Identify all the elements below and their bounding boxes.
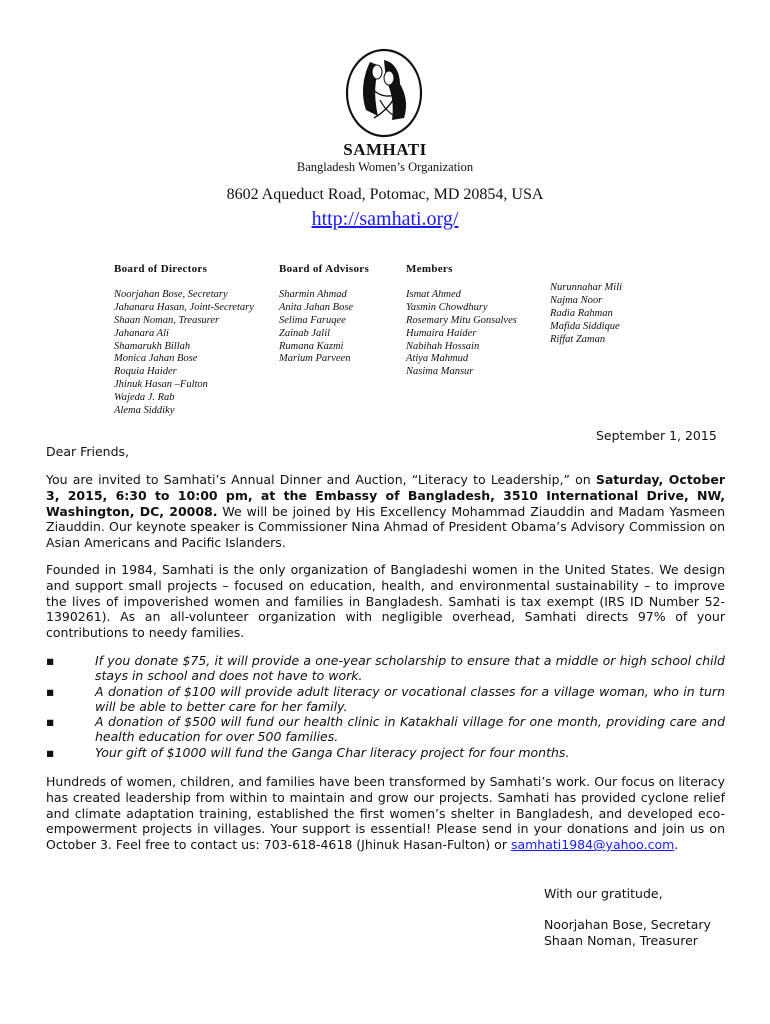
board-of-advisors [279,263,369,366]
members-continued [550,282,622,347]
bullet-marker: ▪ [46,653,55,668]
samhati-logo [344,48,424,138]
signature-secretary: Noorjahan Bose, Secretary [544,917,711,932]
impact-paragraph [46,774,725,853]
org-address: 8602 Aqueduct Road, Potomac, MD 20854, USA [226,186,544,203]
donation-item [46,653,725,684]
org-name: SAMHATI [343,140,427,159]
advisor-name: Anita Jahan Bose [279,301,354,313]
impact-text: Hundreds of women, children, and families have been transformed by Samhati’s work. Our focus on literacy has created leadership from within to maintain and grow our projects. Samhati has provided cyclone relief and climate adaptation training, established the first women’s shelter in Bangladesh, and developed eco-empowerment projects in villages. Your support is essential! Please send in your donations and join us on October 3. Feel free to contact us: 703-618-4618 (Jhinuk Hasan-Fulton) or [46,774,725,853]
director-name: Jhinuk Hasan –Fulton [114,379,208,391]
member-name: Ismat Ahmed [406,288,461,300]
member-name: Humaira Haider [406,327,477,339]
donation-item [46,714,725,745]
website-link[interactable]: http://samhati.org/ [311,208,459,230]
bullet-marker: ▪ [46,714,55,730]
letter-date: September 1, 2015 [596,428,717,443]
invitation-text: You are invited to Samhati’s Annual Dinner and Auction, “Literacy to Leadership,” on [46,472,596,487]
member-name: Yasmin Chowdhury [406,301,488,313]
board-of-directors-heading: Board of Directors [114,263,208,275]
members-heading: Members [406,263,453,275]
donation-text: A donation of $100 will provide adult literacy or vocational classes for a village woman, who in turn will be able to better care for her family. [95,683,725,714]
advisor-name: Rumana Kazmi [279,340,344,352]
impact-text-end: . [674,837,679,853]
member-name: Radia Rahman [550,307,613,319]
director-name: Shamarukh Billah [114,340,191,352]
invitation-paragraph [46,472,725,551]
advisor-name: Zainab Jalil [279,327,331,339]
salutation: Dear Friends, [46,444,130,459]
director-name: Jahanara Hasan, Joint-Secretary [114,301,254,313]
member-name: Atiya Mahmud [406,353,469,365]
director-name: Roquia Haider [114,366,177,378]
director-name: Wajeda J. Rab [114,392,175,404]
member-name: Riffat Zaman [550,333,606,345]
member-name: Nabihah Hossain [406,340,480,352]
director-name: Monica Jahan Bose [114,353,198,365]
board-of-directors [114,263,254,418]
donation-text: A donation of $500 will fund our health clinic in Katakhali village for one month, providing care and health education for over 500 families. [95,714,725,745]
member-name: Nurunnahar Mili [550,282,623,293]
director-name: Noorjahan Bose, Secretary [114,288,228,300]
signature-treasurer: Shaan Noman, Treasurer [544,933,698,948]
email-link[interactable]: samhati1984@yahoo.com [510,837,675,853]
about-paragraph: Founded in 1984, Samhati is the only organization of Bangladeshi women in the United States. We design and support small projects – focused on education, health, and environmental sustainability – to improve the lives of impoverished women and families in Bangladesh. Samhati is tax exempt (IRS ID Number 52-1390261). As an all-volunteer organization with negligible overhead, Samhati directs 97% of your contributions to needy families. [46,562,725,641]
bullet-marker: ▪ [46,683,55,699]
director-name: Alema Siddiky [114,405,175,417]
closing: With our gratitude, [544,886,663,901]
member-name: Najma Noor [550,294,603,306]
director-name: Jahanara Ali [114,327,169,339]
members [406,263,517,379]
donation-item [46,684,725,715]
director-name: Shaan Noman, Treasurer [114,314,220,326]
advisor-name: Marium Parveen [279,353,351,365]
advisor-name: Selima Faruqee [279,314,346,326]
member-name: Nasima Mansur [406,366,474,378]
bullet-marker: ▪ [46,744,55,760]
org-subtitle: Bangladesh Women’s Organization [296,160,474,174]
member-name: Mafida Siddique [550,320,620,332]
donation-text: Your gift of $1000 will fund the Ganga Char literacy project for four months. [95,744,570,760]
donation-list [46,653,725,760]
invitation-text-continued: We will be joined by His Excellency Mohammad Ziauddin and Madam Yasmeen Ziauddin. Our keynote speaker is Commissioner Nina Ahmad of President Obama’s Advisory Commission on Asian Americans and Pacific Islanders. [46,503,725,551]
member-name: Rosemary Mitu Gonsalves [406,314,517,326]
advisor-name: Sharmin Ahmad [279,288,347,300]
donation-text: If you donate $75, it will provide a one-year scholarship to ensure that a middle or high school child stays in school and does not have to work. [95,653,725,684]
event-details: Saturday, October 3, 2015, 6:30 to 10:00 pm, at the Embassy of Bangladesh, 3510 International Drive, NW, Washington, DC, 20008. [46,472,725,519]
board-of-advisors-heading: Board of Advisors [279,263,370,275]
donation-item [46,745,725,760]
